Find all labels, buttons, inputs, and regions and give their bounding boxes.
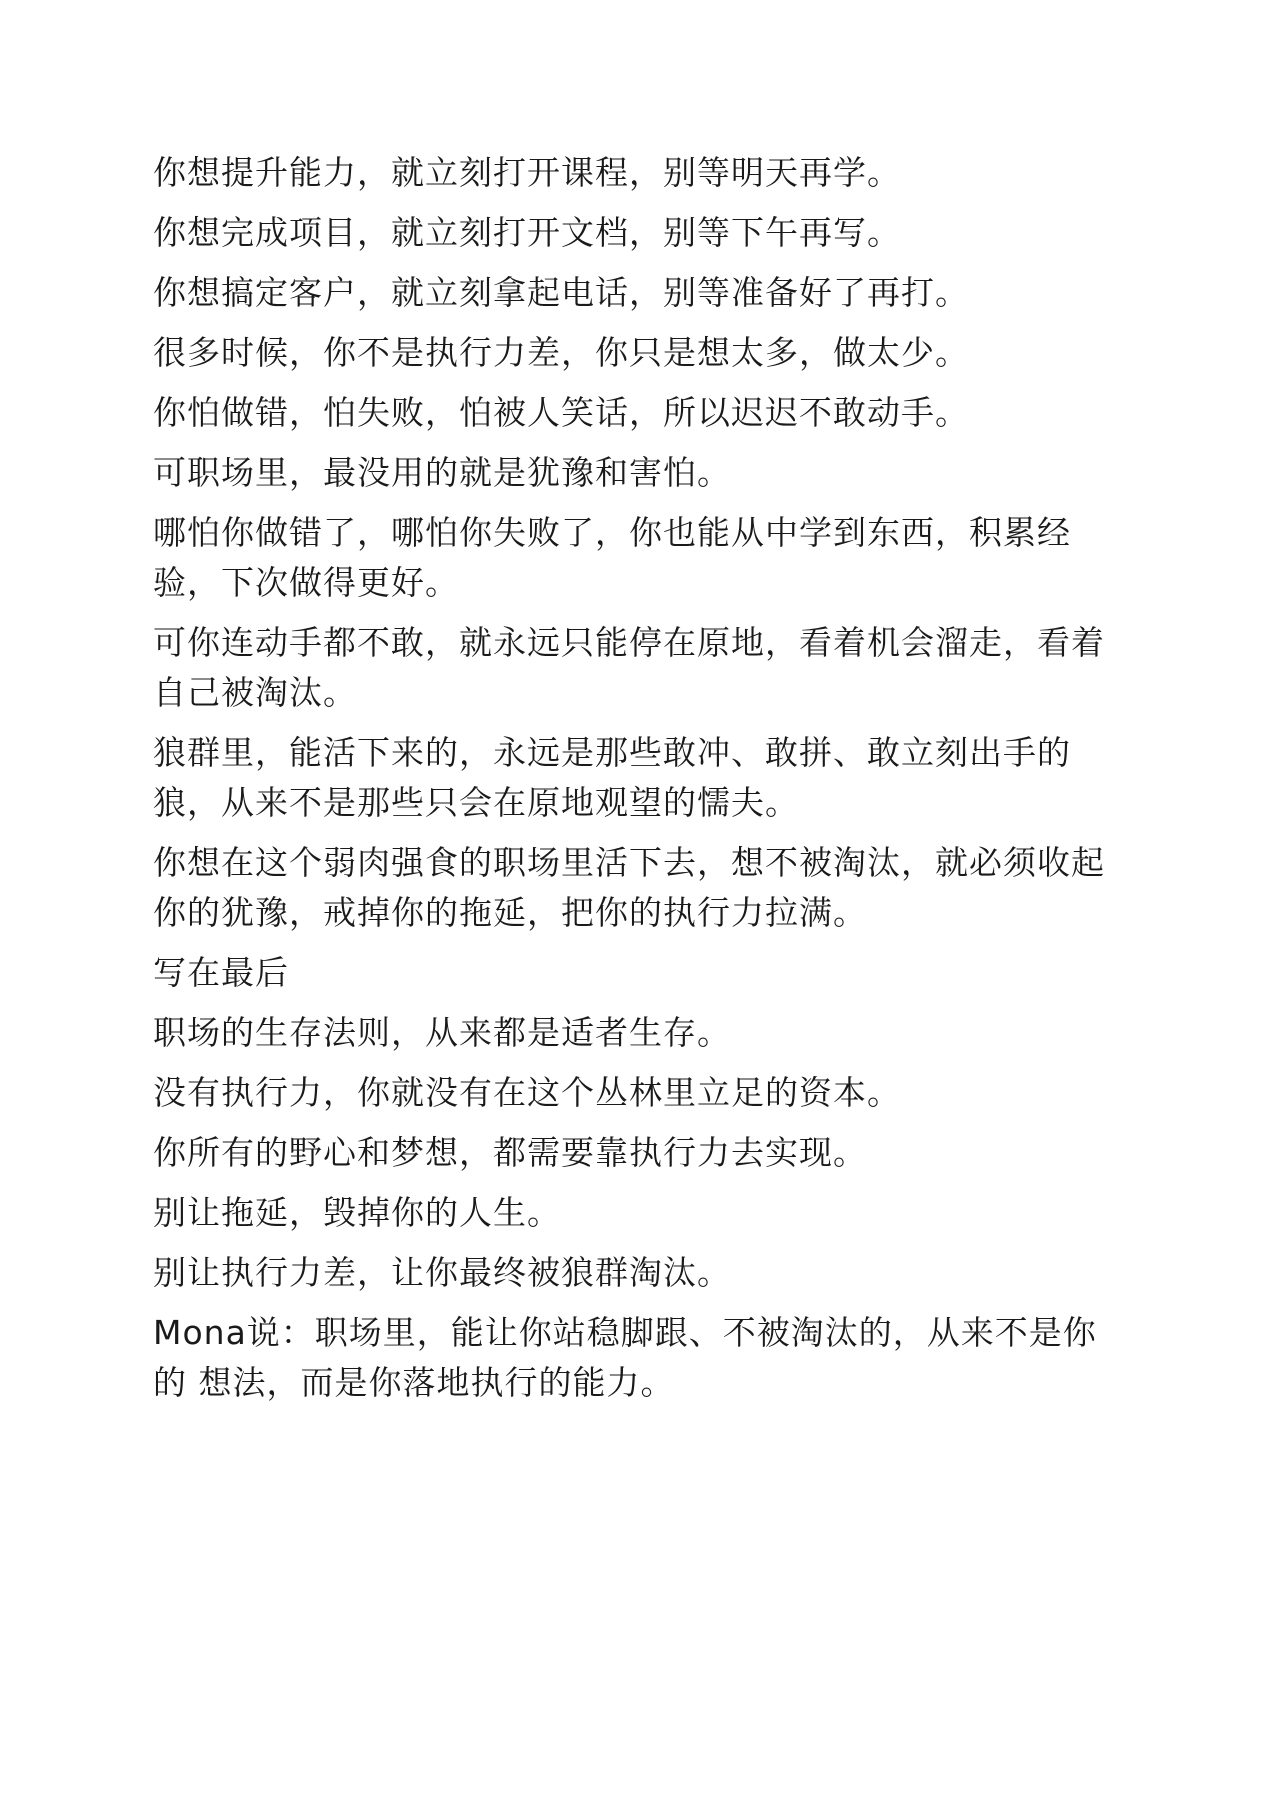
paragraph-10: 你想在这个弱肉强食的职场里活下去，想不被淘汰，就必须收起你的犹豫，戒掉你的拖延，把你的执行力拉满。 — [153, 843, 1105, 932]
paragraph-6: 可职场里，最没用的就是犹豫和害怕。 — [153, 453, 731, 492]
paragraph-13: 没有执行力，你就没有在这个丛林里立足的资本。 — [153, 1073, 901, 1112]
paragraph-16: 别让执行力差，让你最终被狼群淘汰。 — [153, 1253, 731, 1292]
paragraph-5: 你怕做错，怕失败，怕被人笑话，所以迟迟不敢动手。 — [153, 393, 969, 432]
closing-quote: Mona说：职场里，能让你站稳脚跟、不被淘汰的，从来不是你的 想法，而是你落地执行的能力。 — [153, 1313, 1097, 1402]
section-heading: 写在最后 — [153, 953, 289, 992]
paragraph-9: 狼群里，能活下来的，永远是那些敢冲、敢拼、敢立刻出手的狼，从来不是那些只会在原地观望的懦夫。 — [153, 733, 1071, 822]
paragraph-8: 可你连动手都不敢，就永远只能停在原地，看着机会溜走，看着自己被淘汰。 — [153, 623, 1105, 712]
paragraph-15: 别让拖延，毁掉你的人生。 — [153, 1193, 561, 1232]
paragraph-3: 你想搞定客户，就立刻拿起电话，别等准备好了再打。 — [153, 273, 969, 312]
paragraph-1: 你想提升能力，就立刻打开课程，别等明天再学。 — [153, 153, 901, 192]
paragraph-14: 你所有的野心和梦想，都需要靠执行力去实现。 — [153, 1133, 867, 1172]
article-body — [153, 148, 1113, 1418]
paragraph-2: 你想完成项目，就立刻打开文档，别等下午再写。 — [153, 213, 901, 252]
paragraph-7: 哪怕你做错了，哪怕你失败了，你也能从中学到东西，积累经验，下次做得更好。 — [153, 513, 1071, 602]
paragraph-4: 很多时候，你不是执行力差，你只是想太多，做太少。 — [153, 333, 969, 372]
paragraph-12: 职场的生存法则，从来都是适者生存。 — [153, 1013, 731, 1052]
